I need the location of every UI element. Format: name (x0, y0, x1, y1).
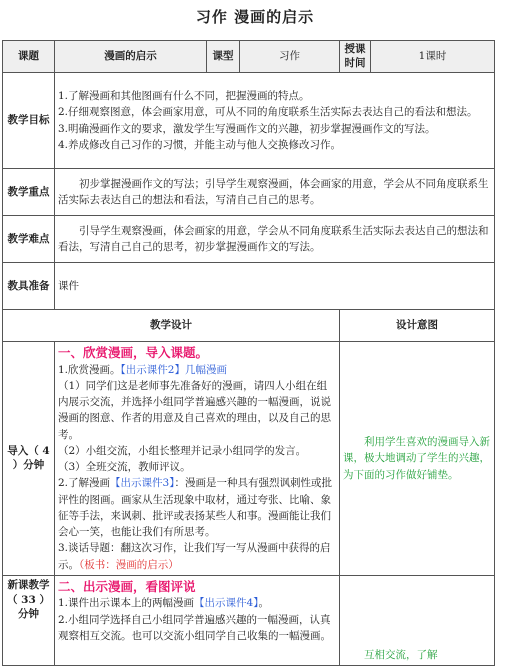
tools-row (3, 263, 495, 310)
goal-item: 2.仔细观察图意，体会画家用意，可从不同的角度联系生活实际去表达自己的看法和想法。 (58, 106, 478, 119)
document-title: 习作 漫画的启示 (195, 8, 315, 26)
design-header-row (3, 310, 495, 342)
step2-design-text: 互相交流，了解 (364, 648, 438, 661)
step1-paragraph: （3）全班交流，教师评议。 (58, 461, 191, 474)
step2-heading: 二、出示漫画，看图评说 (58, 578, 196, 594)
step2-content (55, 575, 340, 665)
goals-content (55, 73, 495, 169)
step1-paragraph: 2.了解漫画【出示课件3】：漫画是一种具有强烈讽刺性或批评性的图画。画家从生活现象中取材，通过夸张、比喻、象征等手法，来讽刺、批评或表扬某些人和事。漫画能让我们会心一笑，也能让我们有所思考。 (58, 477, 332, 539)
step2-label: 新课教学（ 33 ）分钟 (3, 575, 55, 665)
goal-item: 3.明确漫画作文的要求，激发学生写漫画作文的兴趣，初步掌握漫画作文的写法。 (58, 122, 436, 135)
goal-item: 1.了解漫画和其他图画有什么不同，把握漫画的特点。 (58, 89, 310, 102)
step1-paragraph: 3.谈话导题：翻这次习作，让我们写一写从漫画中获得的启示。（板书：漫画的启示） (58, 542, 331, 571)
step1-design-text: 利用学生喜欢的漫画导入新课，极大地调动了学生的兴趣，为下面的习作做好铺垫。 (343, 436, 490, 481)
design-header-left: 教学设计 (3, 310, 340, 342)
step2-paragraph: 1.课件出示课本上的两幅漫画【出示课件4】。 (58, 597, 269, 610)
step1-paragraph: （2）小组交流，小组长整理并记录小组同学的发言。 (58, 444, 307, 457)
design-header-right: 设计意图 (340, 310, 495, 342)
step2-design (340, 575, 495, 665)
header-hours-value: 1课时 (371, 41, 495, 73)
difficulty-text: 引导学生观察漫画，体会画家的用意，学会从不同角度联系生活实际去表达自己的想法和看法，写清自己自己的思考，初步掌握漫画作文的写法。 (55, 216, 495, 263)
step2-paragraph: 2.小组同学选择自己小组同学普遍感兴趣的一幅漫画，认真观察相互交流。也可以交流小组同学自己收集的一幅漫画。 (58, 613, 331, 642)
difficulty-row (3, 216, 495, 263)
tools-label: 教具准备 (3, 263, 55, 310)
goals-label: 教学目标 (3, 73, 55, 169)
header-topic-label: 课题 (3, 41, 55, 73)
goal-item: 4.养成修改自己习作的习惯，并能主动与他人交换修改习作。 (58, 138, 342, 151)
step1-design (340, 342, 495, 576)
focus-row (3, 169, 495, 216)
header-hours-label: 授课时间 (340, 41, 371, 73)
step1-paragraph: （1）同学们这是老师事先准备好的漫画，请四人小组在组内展示交流，并选择小组同学普遍感兴趣的一幅漫画，说说漫画的图意、作者的用意及自己喜欢的理由，以及自己的思考。 (58, 379, 331, 441)
step1-label: 导入（ 4 ）分钟 (3, 342, 55, 576)
focus-text: 初步掌握漫画作文的写法；引导学生观察漫画，体会画家的用意，学会从不同角度联系生活实际去表达自己的想法和看法，写清自己自己的思考。 (55, 169, 495, 216)
tools-text: 课件 (55, 263, 495, 310)
header-topic-value: 漫画的启示 (55, 41, 207, 73)
header-row (3, 41, 495, 73)
step1-heading: 一、欣赏漫画，导入课题。 (58, 345, 209, 360)
step1-paragraph: 1.欣赏漫画。【出示课件2】几幅漫画 (58, 363, 227, 376)
step1-row (3, 342, 495, 576)
step2-row (3, 575, 495, 665)
header-type-label: 课型 (207, 41, 240, 73)
difficulty-label: 教学难点 (3, 216, 55, 263)
focus-label: 教学重点 (3, 169, 55, 216)
goals-row (3, 73, 495, 169)
lesson-plan-table (2, 40, 495, 666)
header-type-value: 习作 (240, 41, 340, 73)
step1-content (55, 342, 340, 576)
